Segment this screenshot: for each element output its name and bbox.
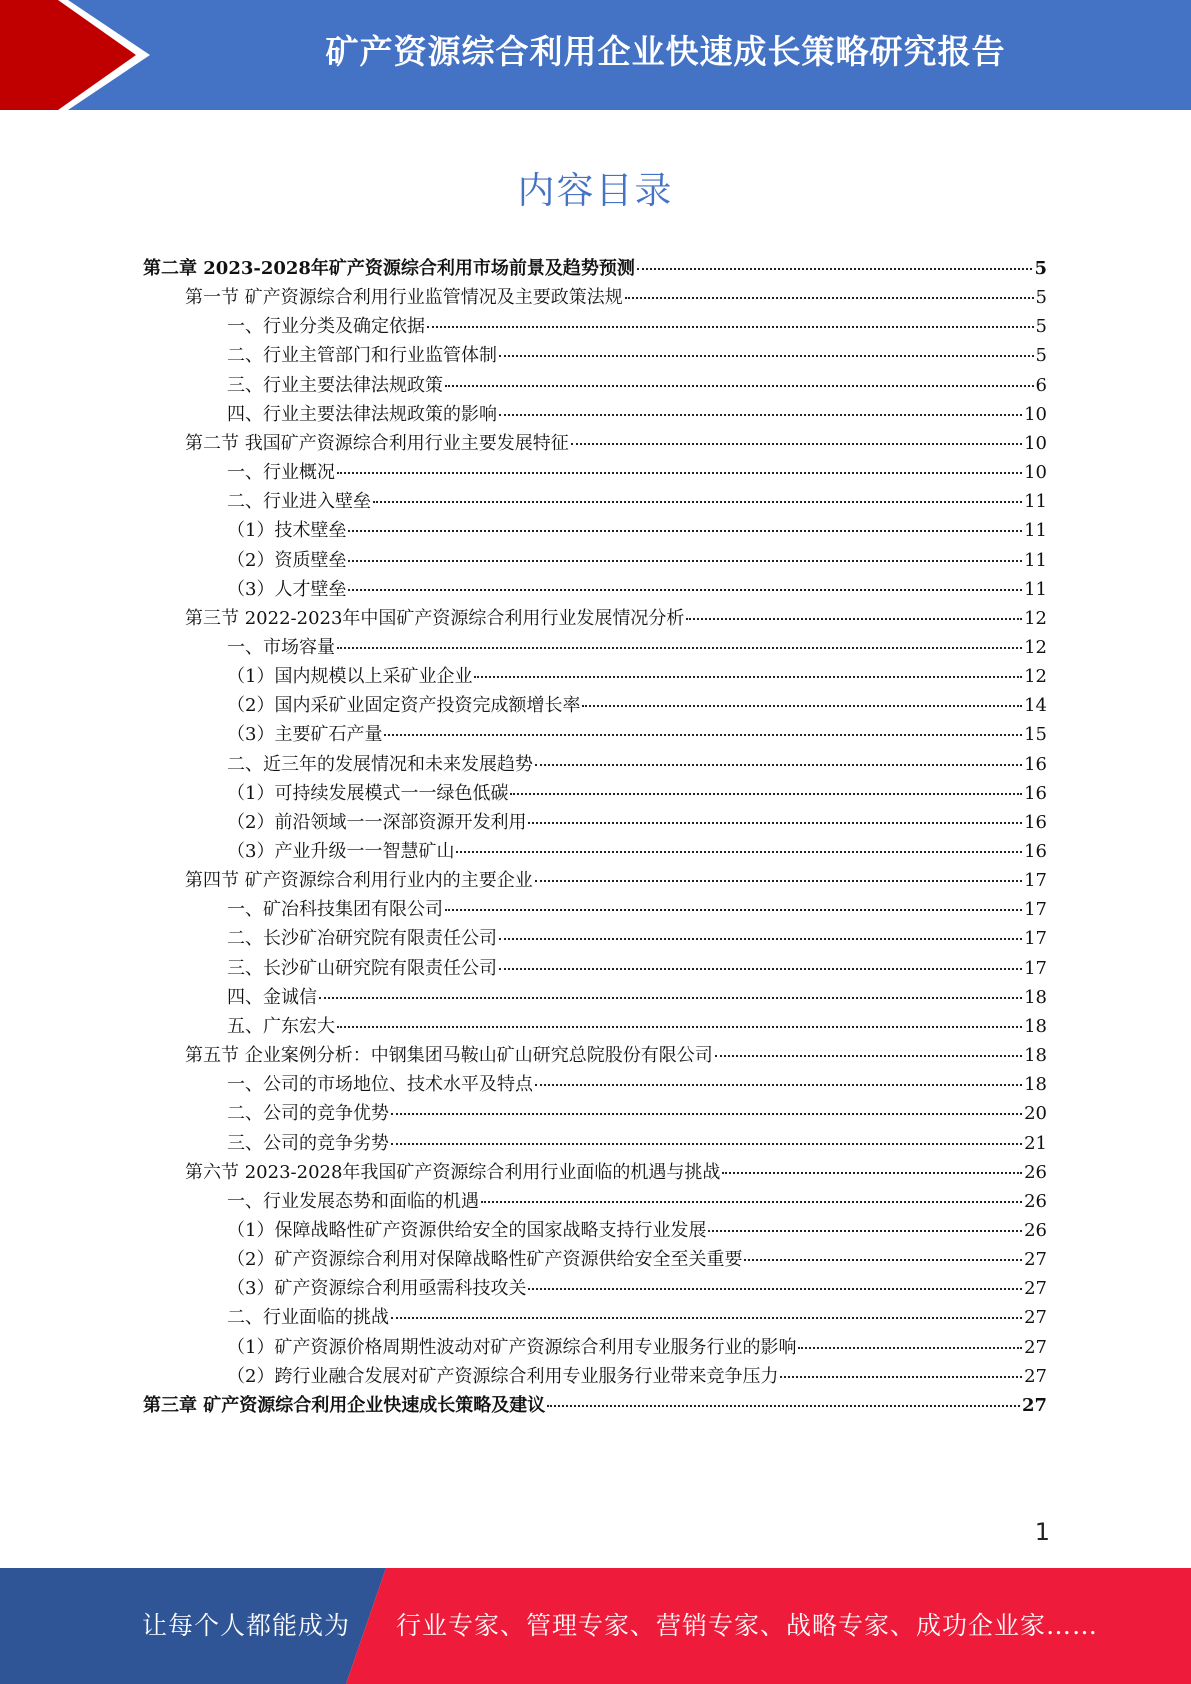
toc-entry-title: 第四节 矿产资源综合利用行业内的主要企业 [185, 870, 533, 891]
toc-entry[interactable] [227, 778, 1047, 809]
toc-entry[interactable] [227, 1361, 1047, 1392]
toc-entry-page: 27 [1024, 1249, 1047, 1270]
toc-entry-title: 一、市场容量 [227, 637, 335, 658]
toc-entry[interactable] [227, 749, 1047, 780]
toc-entry[interactable] [227, 894, 1047, 925]
toc-entry-page: 21 [1024, 1133, 1047, 1154]
toc-entry[interactable] [227, 953, 1047, 984]
toc-entry-page: 27 [1021, 1395, 1047, 1416]
toc-entry-title: 二、行业进入壁垒 [227, 491, 371, 512]
page-number: 1 [1034, 1518, 1050, 1546]
toc-entry-title: 第二节 我国矿产资源综合利用行业主要发展特征 [185, 433, 569, 454]
toc-entry-page: 17 [1024, 928, 1047, 949]
toc-entry-page: 11 [1024, 520, 1047, 541]
toc-entry[interactable] [227, 370, 1047, 401]
toc-dot-leader [391, 1113, 1022, 1115]
toc-dot-leader [535, 764, 1022, 766]
toc-entry-title: 二、近三年的发展情况和未来发展趋势 [227, 754, 533, 775]
toc-entry-title: （2）前沿领域一一深部资源开发利用 [227, 812, 527, 833]
toc-entry-page: 14 [1024, 695, 1047, 716]
toc-dot-leader [528, 822, 1022, 824]
toc-dot-leader [391, 1143, 1022, 1145]
toc-entry[interactable] [227, 545, 1047, 576]
toc-entry-title: （2）资质壁垒 [227, 550, 347, 571]
toc-entry[interactable] [227, 1302, 1047, 1333]
toc-entry-page: 26 [1024, 1191, 1047, 1212]
toc-dot-leader [499, 938, 1022, 940]
toc-entry-page: 10 [1024, 433, 1047, 454]
toc-entry-page: 10 [1024, 462, 1047, 483]
toc-entry[interactable] [185, 428, 1047, 459]
toc-entry-title: 一、行业发展态势和面临的机遇 [227, 1191, 479, 1212]
toc-entry-title: （2）跨行业融合发展对矿产资源综合利用专业服务行业带来竞争压力 [227, 1366, 779, 1387]
toc-entry[interactable] [185, 1040, 1047, 1071]
toc-entry[interactable] [227, 982, 1047, 1013]
toc-entry[interactable] [227, 340, 1047, 371]
toc-entry-title: 四、金诚信 [227, 987, 317, 1008]
toc-entry-page: 5 [1035, 345, 1047, 366]
toc-entry-title: （3）矿产资源综合利用亟需科技攻关 [227, 1278, 527, 1299]
toc-entry-title: 二、长沙矿冶研究院有限责任公司 [227, 928, 497, 949]
toc-entry-title: （3）人才壁垒 [227, 579, 347, 600]
toc-entry-title: 第五节 企业案例分析：中钢集团马鞍山矿山研究总院股份有限公司 [185, 1045, 713, 1066]
toc-dot-leader [528, 1288, 1022, 1290]
toc-entry-page: 18 [1024, 987, 1047, 1008]
toc-entry[interactable] [185, 603, 1047, 634]
toc-entry[interactable] [227, 690, 1047, 721]
toc-entry[interactable] [227, 1128, 1047, 1159]
footer-slogan-right: 行业专家、管理专家、营销专家、战略专家、成功企业家…… [396, 1611, 1099, 1640]
toc-entry[interactable] [227, 632, 1047, 663]
toc-dot-leader [535, 880, 1022, 882]
toc-entry-title: 一、公司的市场地位、技术水平及特点 [227, 1074, 533, 1095]
toc-entry[interactable] [227, 486, 1047, 517]
toc-entry[interactable] [227, 457, 1047, 488]
header-chevron-decoration [0, 0, 160, 110]
toc-dot-leader [481, 1201, 1022, 1203]
toc-dot-leader [445, 385, 1034, 387]
toc-entry-page: 17 [1024, 958, 1047, 979]
toc-dot-leader [499, 414, 1022, 416]
toc-dot-leader [337, 647, 1022, 649]
toc-entry-title: 第二章 2023-2028年矿产资源综合利用市场前景及趋势预测 [143, 258, 635, 279]
toc-dot-leader [499, 355, 1034, 357]
toc-entry-page: 12 [1024, 608, 1047, 629]
toc-entry-page: 18 [1024, 1074, 1047, 1095]
toc-dot-leader [535, 1084, 1022, 1086]
toc-entry-title: （1）可持续发展模式一一绿色低碳 [227, 783, 509, 804]
toc-dot-leader [384, 734, 1022, 736]
toc-entry[interactable] [227, 1186, 1047, 1217]
toc-entry-page: 5 [1035, 287, 1047, 308]
report-title: 矿产资源综合利用企业快速成长策略研究报告 [325, 32, 1006, 71]
toc-entry-title: （1）技术壁垒 [227, 520, 347, 541]
toc-entry-page: 5 [1035, 316, 1047, 337]
toc-entry-page: 5 [1034, 258, 1047, 279]
toc-entry[interactable] [227, 719, 1047, 750]
toc-entry[interactable] [227, 1215, 1047, 1246]
toc-entry[interactable] [227, 515, 1047, 546]
toc-dot-leader [391, 1317, 1022, 1319]
toc-entry-title: （2）国内采矿业固定资产投资完成额增长率 [227, 695, 581, 716]
toc-entry[interactable] [227, 399, 1047, 430]
toc-heading: 内容目录 [517, 169, 674, 212]
toc-entry-title: （3）主要矿石产量 [227, 724, 383, 745]
toc-entry-title: （1）矿产资源价格周期性波动对矿产资源综合利用专业服务行业的影响 [227, 1337, 797, 1358]
toc-entry[interactable] [227, 1069, 1047, 1100]
toc-dot-leader [798, 1347, 1022, 1349]
toc-entry-title: （1）国内规模以上采矿业企业 [227, 666, 473, 687]
toc-dot-leader [456, 851, 1022, 853]
toc-entry-title: 四、行业主要法律法规政策的影响 [227, 404, 497, 425]
toc-entry-title: 第三节 2022-2023年中国矿产资源综合利用行业发展情况分析 [185, 608, 685, 629]
toc-entry-page: 15 [1024, 724, 1047, 745]
toc-entry-title: 第一节 矿产资源综合利用行业监管情况及主要政策法规 [185, 287, 623, 308]
toc-dot-leader [708, 1230, 1022, 1232]
toc-dot-leader [348, 560, 1022, 562]
toc-entry[interactable] [143, 253, 1047, 284]
toc-entry-page: 27 [1024, 1278, 1047, 1299]
toc-entry-title: （3）产业升级一一智慧矿山 [227, 841, 455, 862]
toc-dot-leader [582, 705, 1022, 707]
toc-dot-leader [337, 472, 1022, 474]
toc-dot-leader [686, 618, 1022, 620]
toc-entry-title: 三、长沙矿山研究院有限责任公司 [227, 958, 497, 979]
toc-entry[interactable] [227, 1011, 1047, 1042]
toc-entry[interactable] [227, 574, 1047, 605]
toc-entry[interactable] [227, 311, 1047, 342]
toc-entry-title: （1）保障战略性矿产资源供给安全的国家战略支持行业发展 [227, 1220, 707, 1241]
toc-dot-leader [445, 909, 1022, 911]
toc-entry-page: 16 [1024, 783, 1047, 804]
toc-entry-page: 26 [1024, 1162, 1047, 1183]
toc-entry-title: 一、矿冶科技集团有限公司 [227, 899, 443, 920]
toc-entry-page: 11 [1024, 491, 1047, 512]
toc-entry[interactable] [227, 1273, 1047, 1304]
toc-entry[interactable] [185, 282, 1047, 313]
toc-entry-title: 一、行业分类及确定依据 [227, 316, 425, 337]
toc-entry-page: 27 [1024, 1366, 1047, 1387]
toc-dot-leader [348, 589, 1022, 591]
toc-dot-leader [510, 793, 1022, 795]
toc-entry-title: 第六节 2023-2028年我国矿产资源综合利用行业面临的机遇与挑战 [185, 1162, 721, 1183]
toc-dot-leader [571, 443, 1022, 445]
toc-entry[interactable] [185, 865, 1047, 896]
toc-dot-leader [427, 326, 1034, 328]
toc-dot-leader [319, 997, 1022, 999]
toc-entry-page: 11 [1024, 579, 1047, 600]
toc-entry-title: 三、公司的竞争劣势 [227, 1133, 389, 1154]
toc-entry[interactable] [227, 661, 1047, 692]
toc-dot-leader [337, 1026, 1022, 1028]
toc-entry-title: （2）矿产资源综合利用对保障战略性矿产资源供给安全至关重要 [227, 1249, 743, 1270]
footer-slogan-left: 让每个人都能成为 [142, 1611, 351, 1640]
toc-entry[interactable] [143, 1390, 1047, 1421]
toc-entry[interactable] [227, 836, 1047, 867]
toc-dot-leader [373, 501, 1022, 503]
toc-entry-title: 一、行业概况 [227, 462, 335, 483]
toc-entry-page: 27 [1024, 1307, 1047, 1328]
toc-entry-page: 12 [1024, 637, 1047, 658]
toc-entry-title: 二、行业主管部门和行业监管体制 [227, 345, 497, 366]
toc-entry-page: 16 [1024, 841, 1047, 862]
toc-entry-page: 27 [1024, 1337, 1047, 1358]
toc-entry-page: 18 [1024, 1016, 1047, 1037]
toc-entry-title: 二、公司的竞争优势 [227, 1103, 389, 1124]
toc-entry-title: 第三章 矿产资源综合利用企业快速成长策略及建议 [143, 1395, 546, 1416]
toc-dot-leader [780, 1376, 1022, 1378]
toc-entry-title: 二、行业面临的挑战 [227, 1307, 389, 1328]
toc-dot-leader [348, 530, 1022, 532]
toc-entry[interactable] [227, 807, 1047, 838]
toc-dot-leader [744, 1259, 1022, 1261]
toc-dot-leader [474, 676, 1022, 678]
toc-dot-leader [722, 1172, 1022, 1174]
toc-entry-page: 10 [1024, 404, 1047, 425]
toc-dot-leader [637, 268, 1033, 270]
toc-dot-leader [715, 1055, 1022, 1057]
toc-entry-page: 17 [1024, 870, 1047, 891]
footer-band [0, 1568, 1191, 1684]
toc-entry[interactable] [227, 1332, 1047, 1363]
toc-entry-page: 11 [1024, 550, 1047, 571]
toc-entry-page: 26 [1024, 1220, 1047, 1241]
toc-entry-title: 三、行业主要法律法规政策 [227, 375, 443, 396]
toc-entry[interactable] [227, 923, 1047, 954]
toc-dot-leader [547, 1405, 1020, 1407]
toc-entry-page: 6 [1035, 375, 1047, 396]
toc-entry[interactable] [185, 1157, 1047, 1188]
toc-entry-page: 20 [1024, 1103, 1047, 1124]
toc-dot-leader [625, 297, 1034, 299]
toc-entry-page: 18 [1024, 1045, 1047, 1066]
toc-entry[interactable] [227, 1098, 1047, 1129]
toc-entry-page: 16 [1024, 812, 1047, 833]
toc-entry-page: 16 [1024, 754, 1047, 775]
toc-entry-page: 12 [1024, 666, 1047, 687]
toc-dot-leader [499, 968, 1022, 970]
toc-entry-title: 五、广东宏大 [227, 1016, 335, 1037]
toc-entry-page: 17 [1024, 899, 1047, 920]
toc-entry[interactable] [227, 1244, 1047, 1275]
